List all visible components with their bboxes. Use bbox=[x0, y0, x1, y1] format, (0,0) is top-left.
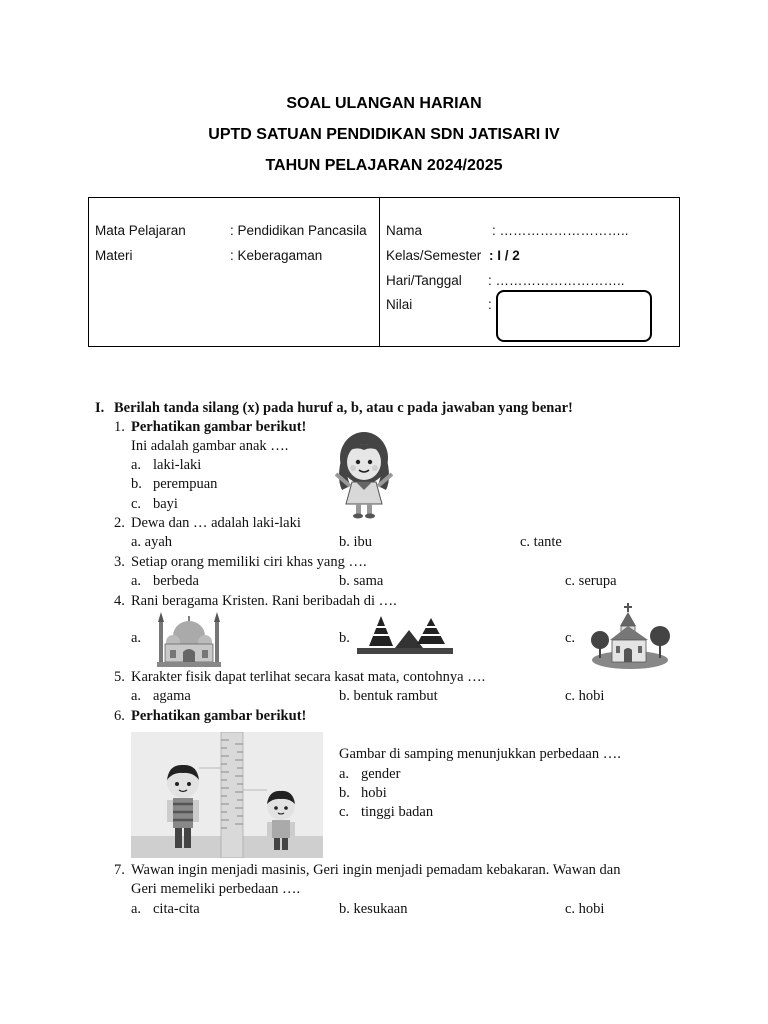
nilai-colon: : bbox=[488, 297, 492, 312]
temple-icon bbox=[355, 612, 455, 656]
kelas-label: Kelas/Semester bbox=[386, 248, 482, 263]
q7-text: Wawan ingin menjadi masinis, Geri ingin menjadi pemadam kebakaran. Wawan dan bbox=[131, 862, 621, 878]
q1-option-b[interactable]: perempuan bbox=[153, 476, 218, 492]
q6-subtext: Gambar di samping menunjukkan perbedaan …. bbox=[339, 746, 621, 762]
q1-option-c-letter: c. bbox=[131, 496, 142, 512]
document-header bbox=[0, 92, 768, 185]
header-year: TAHUN PELAJARAN 2024/2025 bbox=[265, 157, 503, 174]
mapel-value: : Pendidikan Pancasila bbox=[230, 223, 367, 238]
q3-option-a[interactable]: berbeda bbox=[153, 573, 199, 589]
q5-option-c[interactable]: c. hobi bbox=[565, 688, 605, 704]
q1-option-a[interactable]: laki-laki bbox=[153, 457, 202, 473]
nama-field[interactable]: : ……………………….. bbox=[492, 223, 629, 238]
q1-text: Perhatikan gambar berikut! bbox=[131, 419, 307, 435]
header-title: SOAL ULANGAN HARIAN bbox=[286, 95, 482, 112]
nilai-label: Nilai bbox=[386, 297, 413, 312]
q3-option-a-letter: a. bbox=[131, 573, 142, 589]
q5-option-a-letter: a. bbox=[131, 688, 142, 704]
q4-number: 4. bbox=[114, 593, 125, 609]
q1-number: 1. bbox=[114, 419, 125, 435]
q5-number: 5. bbox=[114, 669, 125, 685]
q4-text: Rani beragama Kristen. Rani beribadah di …. bbox=[131, 593, 397, 609]
section-instruction: Berilah tanda silang (x) pada huruf a, b, atau c pada jawaban yang benar! bbox=[114, 400, 573, 416]
mosque-icon bbox=[155, 610, 223, 668]
kelas-value: : I / 2 bbox=[489, 248, 520, 263]
section-numeral: I. bbox=[95, 400, 105, 416]
student-info-box bbox=[88, 197, 680, 347]
q3-option-b[interactable]: b. sama bbox=[339, 573, 384, 589]
nilai-score-box[interactable] bbox=[496, 290, 652, 342]
header-school: UPTD SATUAN PENDIDIKAN SDN JATISARI IV bbox=[208, 126, 560, 143]
hari-field[interactable]: : ……………………….. bbox=[488, 273, 625, 288]
q6-number: 6. bbox=[114, 708, 125, 724]
q1-subtext: Ini adalah gambar anak …. bbox=[131, 438, 289, 454]
q6-option-b[interactable]: hobi bbox=[361, 785, 387, 801]
q2-option-b[interactable]: b. ibu bbox=[339, 534, 373, 550]
height-comparison-icon bbox=[131, 732, 323, 858]
q5-text: Karakter fisik dapat terlihat secara kasat mata, contohnya …. bbox=[131, 669, 486, 685]
q2-text: Dewa dan … adalah laki-laki bbox=[131, 515, 301, 531]
q7-option-c[interactable]: c. hobi bbox=[565, 901, 605, 917]
q7-option-a[interactable]: cita-cita bbox=[153, 901, 200, 917]
q7-option-b[interactable]: b. kesukaan bbox=[339, 901, 408, 917]
q6-option-c-letter: c. bbox=[339, 804, 350, 820]
q2-option-c[interactable]: c. tante bbox=[520, 534, 562, 550]
q2-option-a[interactable]: a. ayah bbox=[131, 534, 173, 550]
q1-option-b-letter: b. bbox=[131, 476, 142, 492]
q6-option-c[interactable]: tinggi badan bbox=[361, 804, 434, 820]
q5-option-b[interactable]: b. bentuk rambut bbox=[339, 688, 438, 704]
girl-icon bbox=[330, 428, 398, 520]
q7-option-a-letter: a. bbox=[131, 901, 142, 917]
q6-text: Perhatikan gambar berikut! bbox=[131, 708, 307, 724]
q7-text-continued: Geri memeliki perbedaan …. bbox=[131, 881, 301, 897]
q5-option-a[interactable]: agama bbox=[153, 688, 191, 704]
q1-option-a-letter: a. bbox=[131, 457, 142, 473]
mapel-label: Mata Pelajaran bbox=[95, 223, 186, 238]
nama-label: Nama bbox=[386, 223, 423, 238]
q3-number: 3. bbox=[114, 554, 125, 570]
q6-option-b-letter: b. bbox=[339, 785, 350, 801]
q6-option-a-letter: a. bbox=[339, 766, 350, 782]
q7-number: 7. bbox=[114, 862, 125, 878]
q3-option-c[interactable]: c. serupa bbox=[565, 573, 617, 589]
q2-number: 2. bbox=[114, 515, 125, 531]
materi-label: Materi bbox=[95, 248, 133, 263]
hari-label: Hari/Tanggal bbox=[386, 273, 462, 288]
q3-text: Setiap orang memiliki ciri khas yang …. bbox=[131, 554, 367, 570]
church-icon bbox=[590, 602, 670, 670]
q1-option-c[interactable]: bayi bbox=[153, 496, 178, 512]
q4-option-b[interactable]: b. bbox=[339, 630, 350, 646]
q6-option-a[interactable]: gender bbox=[361, 766, 401, 782]
materi-value: : Keberagaman bbox=[230, 248, 323, 263]
q4-option-c[interactable]: c. bbox=[565, 630, 576, 646]
q4-option-a[interactable]: a. bbox=[131, 630, 142, 646]
info-divider bbox=[379, 198, 380, 346]
